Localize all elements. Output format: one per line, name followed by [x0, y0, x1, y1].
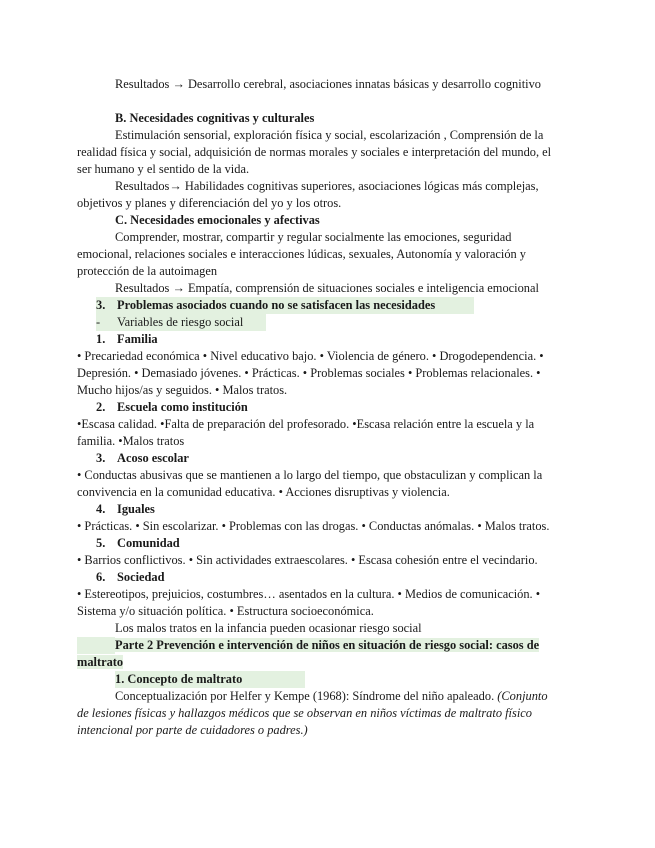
bullet-text: Depresión. • Demasiado jóvenes. • Prácticas. • Problemas sociales • Problemas relacionales. • [77, 366, 541, 380]
list-marker: 1. [96, 332, 106, 346]
paragraph: Estimulación sensorial, exploración física y social, escolarización , Comprensión de la [115, 128, 544, 142]
bullet-text: • Prácticas. • Sin escolarizar. • Problemas con las drogas. • Conductas anómalas. • Malos tratos. [77, 519, 550, 533]
part-2-heading: Parte 2 Prevención e intervención de niños en situación de riesgo social: casos de [77, 637, 559, 654]
paragraph: emocional, relaciones sociales e interacciones lúdicas, sexuales, Autonomía y valoración y [77, 247, 527, 261]
list-heading-comunidad: 5. Comunidad [96, 536, 180, 550]
list-heading-escuela: 2. Escuela como institución [96, 400, 248, 414]
paragraph: Los malos tratos en la infancia pueden ocasionar riesgo social [115, 621, 422, 635]
list-marker: 4. [96, 502, 106, 516]
list-heading-familia: 1. Familia [96, 332, 158, 346]
bullet-text: • Precariedad económica • Nivel educativo bajo. • Violencia de género. • Drogodependencia. • [77, 349, 544, 363]
paragraph: Resultados→ Habilidades cognitivas superiores, asociaciones lógicas más complejas, [115, 179, 539, 193]
list-marker: 3. [96, 298, 106, 312]
bullet-text: • Estereotipos, prejuicios, costumbres… asentados en la cultura. • Medios de comunicación. • [77, 587, 541, 601]
paragraph: realidad física y social, adquisición de normas morales y sociales e interpretación del mundo, el [77, 145, 552, 159]
bullet-text: • Conductas abusivas que se mantienen a lo largo del tiempo, que obstaculizan y complican la [77, 468, 543, 482]
section-heading-3: 3. Problemas asociados cuando no se satisfacen las necesidades [96, 297, 474, 314]
list-marker: 5. [96, 536, 106, 550]
paragraph: Resultados → Desarrollo cerebral, asociaciones innatas básicas y desarrollo cognitivo [115, 77, 541, 91]
bullet-text: convivencia en la comunidad educativa. • Acciones disruptivas y violencia. [77, 485, 450, 499]
paragraph: objetivos y planes y diferenciación del yo y los otros. [77, 196, 342, 210]
heading-b: B. Necesidades cognitivas y culturales [115, 111, 315, 125]
paragraph: Comprender, mostrar, compartir y regular socialmente las emociones, seguridad [115, 230, 512, 244]
paragraph: Conceptualización por Helfer y Kempe (1968): Síndrome del niño apaleado. (Conjunto [115, 689, 548, 703]
bullet-text: • Barrios conflictivos. • Sin actividades extraescolares. • Escasa cohesión entre el vecindario. [77, 553, 538, 567]
list-marker: 2. [96, 400, 106, 414]
subsection-variables: - Variables de riesgo social [96, 314, 266, 331]
bullet-text: •Escasa calidad. •Falta de preparación del profesorado. •Escasa relación entre la escuela y la [77, 417, 535, 431]
paragraph: ser humano y el sentido de la vida. [77, 162, 250, 176]
bullet-text: familia. •Malos tratos [77, 434, 185, 448]
paragraph: Resultados → Empatía, comprensión de situaciones sociales e inteligencia emocional [115, 281, 539, 295]
list-heading-iguales: 4. Iguales [96, 502, 155, 516]
italic-text: de lesiones físicas y hallazgos médicos que se observan en niños víctimas de maltrato físico [77, 706, 532, 720]
paragraph: protección de la autoimagen [77, 264, 218, 278]
heading-c: C. Necesidades emocionales y afectivas [115, 213, 320, 227]
list-marker: - [96, 315, 101, 329]
list-marker: 6. [96, 570, 106, 584]
bullet-text: Mucho hijos/as y seguidos. • Malos tratos. [77, 383, 288, 397]
italic-text: intencional por parte de cuidadores o padres.) [77, 723, 308, 737]
list-marker: 3. [96, 451, 106, 465]
part-2-heading-cont: maltrato [77, 655, 124, 669]
list-heading-sociedad: 6. Sociedad [96, 570, 165, 584]
bullet-text: Sistema y/o situación política. • Estructura socioeconómica. [77, 604, 374, 618]
list-heading-acoso: 3. Acoso escolar [96, 451, 189, 465]
concept-heading: 1. Concepto de maltrato [115, 671, 305, 688]
